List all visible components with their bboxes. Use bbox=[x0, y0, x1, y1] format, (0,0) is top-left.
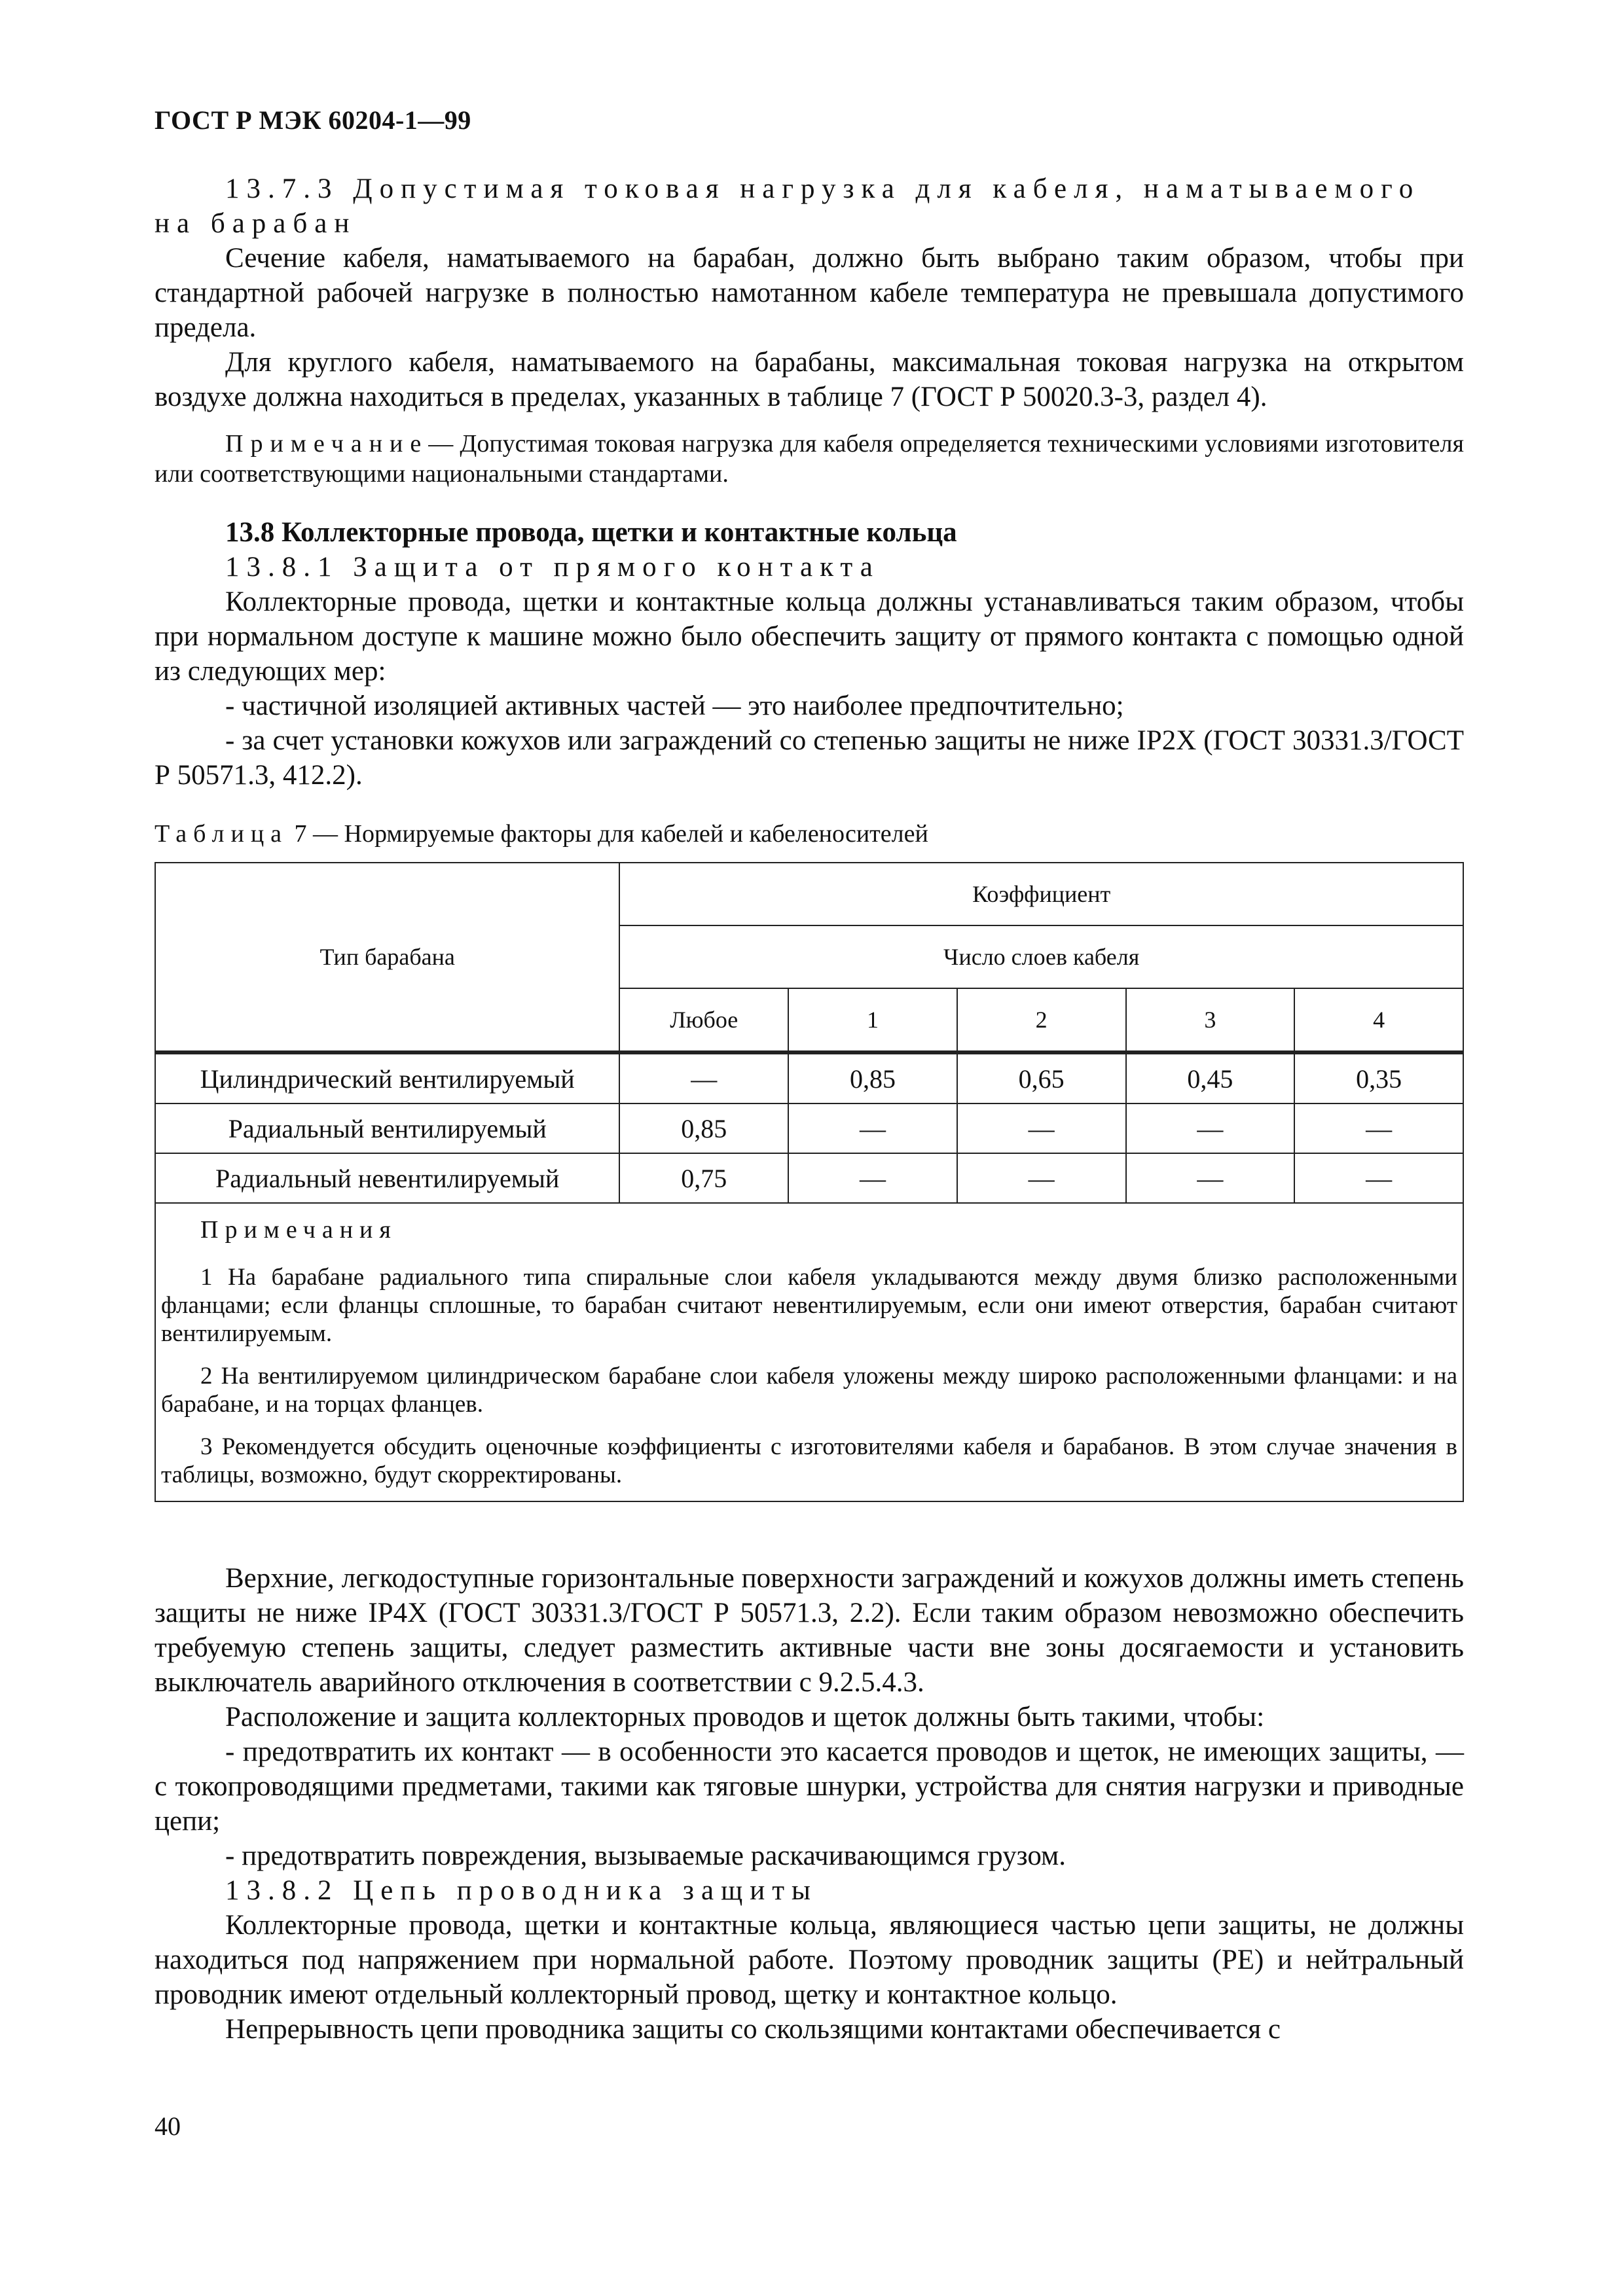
cell-3: 0,45 bbox=[1126, 1052, 1295, 1103]
table-caption-text: 7 — Нормируемые факторы для кабелей и кабеленосителей bbox=[294, 820, 928, 848]
table-row bbox=[155, 1103, 1463, 1153]
cell-2: — bbox=[957, 1103, 1126, 1153]
cell-any: — bbox=[619, 1052, 788, 1103]
header-col-2: 2 bbox=[957, 988, 1126, 1052]
row-drum-type: Цилиндрический вентилируемый bbox=[155, 1052, 619, 1103]
header-layers: Число слоев кабеля bbox=[619, 925, 1463, 988]
cell-3: — bbox=[1126, 1153, 1295, 1203]
table-notes bbox=[155, 1203, 1463, 1501]
header-col-1: 1 bbox=[788, 988, 957, 1052]
document-header: ГОСТ Р МЭК 60204-1—99 bbox=[155, 105, 471, 135]
paragraph: Расположение и защита коллекторных проводов и щеток должны быть такими, чтобы: bbox=[225, 1702, 1265, 1732]
table-note: 3 Рекомендуется обсудить оценочные коэффициенты с изготовителями кабеля и барабанов. В этом случае значения в таблицы, возможно, будут скорректированы. bbox=[161, 1433, 1457, 1488]
cell-any: 0,85 bbox=[619, 1103, 788, 1153]
cell-1: — bbox=[788, 1103, 957, 1153]
header-coefficient: Коэффициент bbox=[619, 863, 1463, 925]
cell-4: — bbox=[1294, 1103, 1463, 1153]
header-drum-type: Тип барабана bbox=[155, 863, 619, 1052]
section-13-8-2-title: 13.8.2 Цепь проводника защиты bbox=[225, 1875, 818, 1906]
section-13-8-1-title: 13.8.1 Защита от прямого контакта bbox=[225, 552, 880, 583]
table-note: 1 На барабане радиального типа спиральные слои кабеля укладываются между двумя близко расположенными фланцами; если фланцы сплошные, то барабан считают невентилируемым, если они имеют отверстия, барабан считают вентилируемым. bbox=[161, 1264, 1457, 1347]
bullet-item: - за счет установки кожухов или заграждений со степенью защиты не ниже IP2X (ГОСТ 30331.3/ГОСТ Р 50571.3, 412.2). bbox=[155, 725, 1464, 791]
paragraph: Верхние, легкодоступные горизонтальные поверхности заграждений и кожухов должны иметь степень защиты не ниже IP4X (ГОСТ 30331.3/ГОСТ Р 50571.3, 2.2). Если таким образом невозможно обеспечить требуемую степень защиты, следует разместить активные части вне зоны досягаемости и установить выключатель аварийного отключения в соответствии с 9.2.5.4.3. bbox=[155, 1563, 1464, 1698]
cell-2: — bbox=[957, 1153, 1126, 1203]
cell-2: 0,65 bbox=[957, 1052, 1126, 1103]
table-row bbox=[155, 1052, 1463, 1103]
bullet-item: - предотвратить их контакт — в особенности это касается проводов и щеток, не имеющих защиты, — с токопроводящими предметами, такими как тяговые шнурки, устройства для снятия нагрузки и приводные цепи; bbox=[155, 1736, 1464, 1837]
table-row bbox=[155, 1153, 1463, 1203]
paragraph: Сечение кабеля, наматываемого на барабан, должно быть выбрано таким образом, чтобы при стандартной рабочей нагрузке в полностью намотанном кабеле температура не превышала допустимого предела. bbox=[155, 243, 1464, 343]
header-any: Любое bbox=[619, 988, 788, 1052]
section-13-8-title: 13.8 Коллекторные провода, щетки и контактные кольца bbox=[225, 517, 957, 548]
cell-4: 0,35 bbox=[1294, 1052, 1463, 1103]
table-7 bbox=[155, 862, 1464, 1502]
note-label: Примечание bbox=[225, 430, 429, 457]
table-caption-label: Таблица bbox=[155, 820, 289, 848]
header-col-3: 3 bbox=[1126, 988, 1295, 1052]
paragraph: Непрерывность цепи проводника защиты со скользящими контактами обеспечивается с bbox=[225, 2014, 1281, 2045]
section-13-7-3-title: 13.7.3 Допустимая токовая нагрузка для кабеля, наматываемого на барабан bbox=[155, 173, 1421, 239]
bullet-item: - частичной изоляцией активных частей — это наиболее предпочтительно; bbox=[225, 691, 1124, 721]
note-text: — Допустимая токовая нагрузка для кабеля определяется техническими условиями изготовителя или соответствующими национальными стандартами. bbox=[155, 430, 1464, 488]
cell-1: 0,85 bbox=[788, 1052, 957, 1103]
table-note: 2 На вентилируемом цилиндрическом барабане слои кабеля уложены между широко расположенными фланцами: и на барабане, и на торцах фланцев. bbox=[161, 1363, 1457, 1418]
bullet-item: - предотвратить повреждения, вызываемые раскачивающимся грузом. bbox=[225, 1840, 1066, 1871]
notes-title: Примечания bbox=[200, 1216, 397, 1244]
cell-3: — bbox=[1126, 1103, 1295, 1153]
paragraph: Для круглого кабеля, наматываемого на барабаны, максимальная токовая нагрузка на открытом воздухе должна находиться в пределах, указанных в таблице 7 (ГОСТ Р 50020.3-3, раздел 4). bbox=[155, 347, 1464, 412]
cell-4: — bbox=[1294, 1153, 1463, 1203]
header-col-4: 4 bbox=[1294, 988, 1463, 1052]
paragraph: Коллекторные провода, щетки и контактные кольца, являющиеся частью цепи защиты, не должны находиться под напряжением при нормальной работе. Поэтому проводник защиты (PE) и нейтральный проводник имеют отдельный коллекторный провод, щетку и контактное кольцо. bbox=[155, 1910, 1464, 2010]
page-number: 40 bbox=[155, 2111, 181, 2141]
paragraph: Коллекторные провода, щетки и контактные кольца должны устанавливаться таким образом, чтобы при нормальном доступе к машине можно было обеспечить защиту от прямого контакта с помощью одной из следующих мер: bbox=[155, 586, 1464, 687]
cell-any: 0,75 bbox=[619, 1153, 788, 1203]
cell-1: — bbox=[788, 1153, 957, 1203]
table-caption bbox=[155, 819, 1464, 849]
row-drum-type: Радиальный невентилируемый bbox=[155, 1153, 619, 1203]
note bbox=[155, 429, 1464, 489]
row-drum-type: Радиальный вентилируемый bbox=[155, 1103, 619, 1153]
document-body bbox=[155, 171, 1464, 2047]
